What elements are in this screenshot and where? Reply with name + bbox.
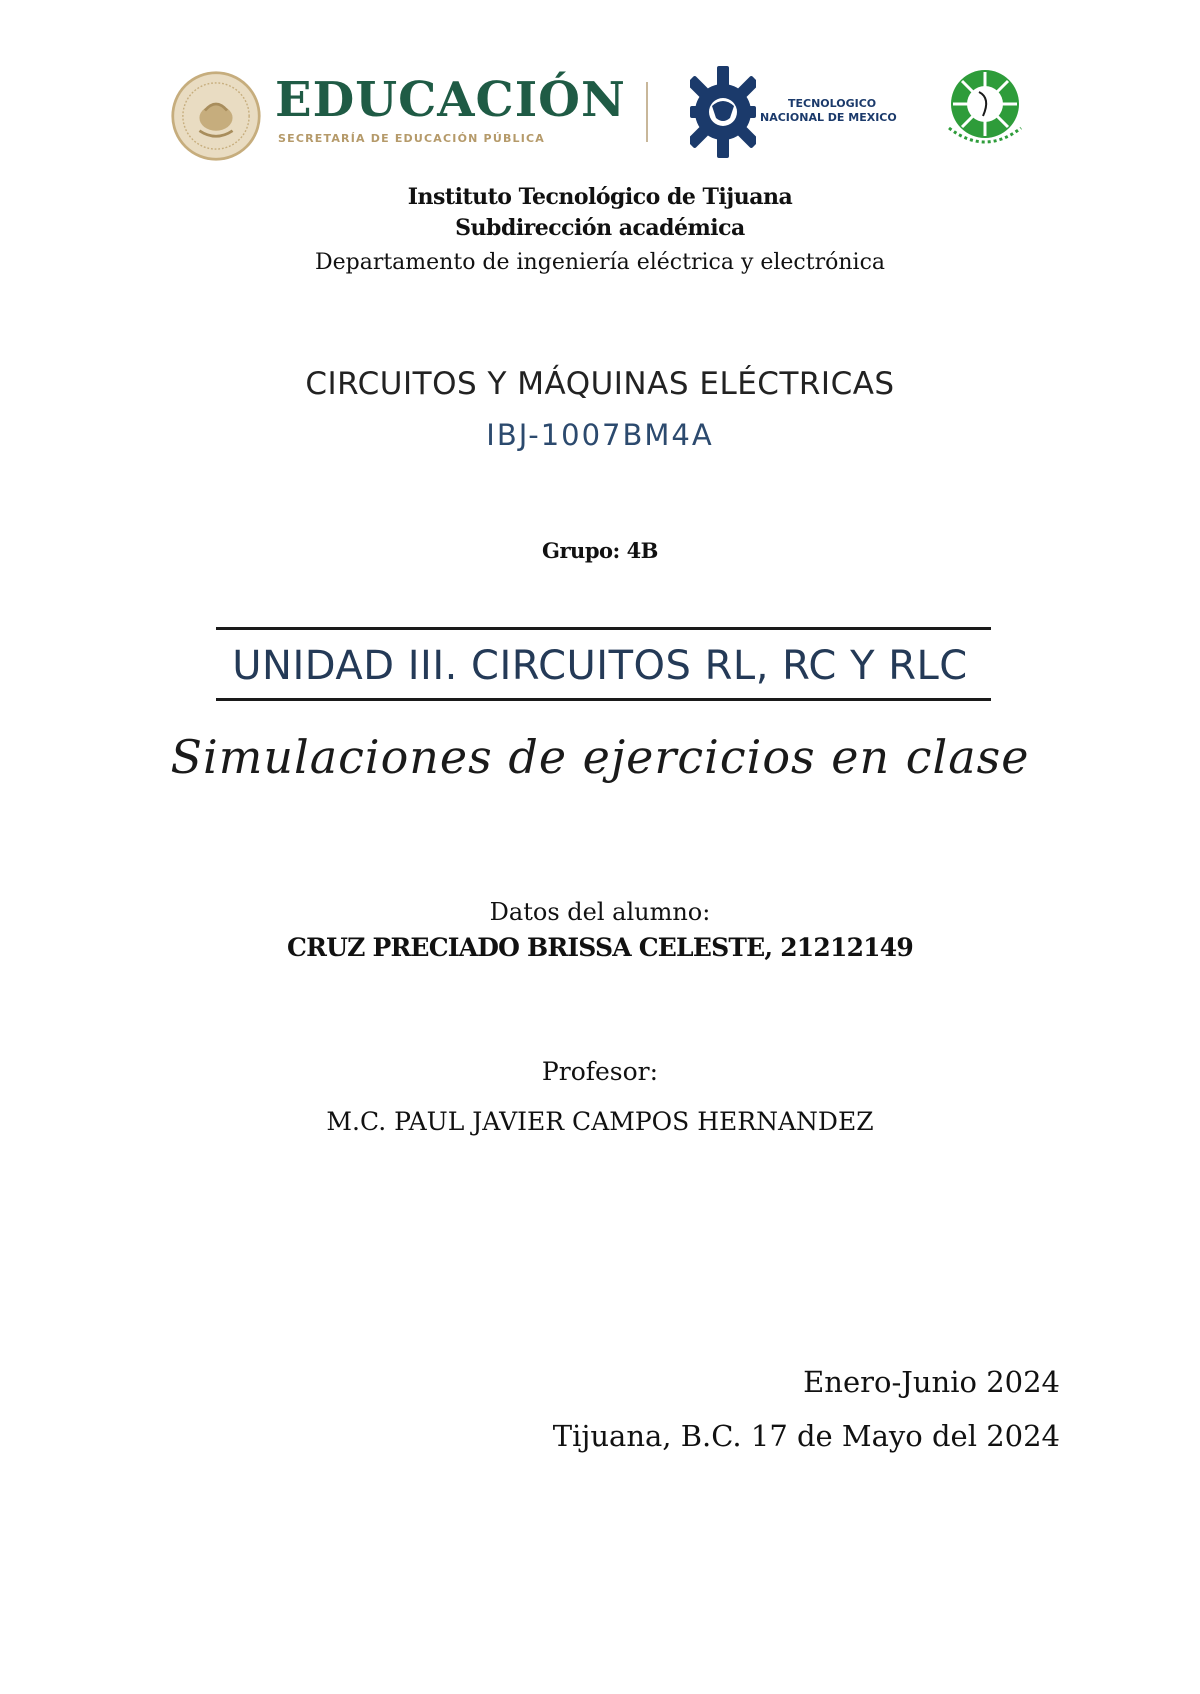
logo-divider	[646, 82, 648, 142]
unit-subtitle: Simulaciones de ejercicios en clase	[170, 730, 1030, 784]
institute-name: Instituto Tecnológico de Tijuana	[407, 184, 793, 210]
course-name: CIRCUITOS Y MÁQUINAS ELÉCTRICAS	[305, 366, 895, 402]
ito-tijuana-seal-icon	[935, 58, 1035, 158]
educacion-wordmark: EDUCACIÓN	[275, 72, 626, 128]
professor-name: M.C. PAUL JAVIER CAMPOS HERNANDEZ	[326, 1107, 874, 1136]
tecnm-line-1: TECNOLOGICO	[788, 97, 877, 110]
department-name: Departamento de ingeniería eléctrica y electrónica	[314, 250, 886, 275]
student-data-label: Datos del alumno:	[489, 898, 711, 926]
sep-subtitle: SECRETARÍA DE EDUCACIÓN PÚBLICA	[278, 132, 546, 145]
tecnm-line-2: NACIONAL DE MEXICO	[760, 111, 897, 124]
subdirection-name: Subdirección académica	[455, 215, 745, 241]
title-rule-top	[216, 627, 991, 630]
student-name: CRUZ PRECIADO BRISSA CELESTE, 21212149	[287, 933, 913, 962]
professor-label: Profesor:	[541, 1057, 659, 1086]
course-code: IBJ-1007BM4A	[486, 418, 714, 452]
mexico-coat-of-arms-seal-icon	[170, 70, 262, 162]
place-and-date: Tijuana, B.C. 17 de Mayo del 2024	[552, 1419, 1060, 1453]
academic-period: Enero-Junio 2024	[803, 1365, 1060, 1399]
title-rule-bottom	[216, 698, 991, 701]
group-label: Grupo: 4B	[542, 538, 658, 563]
unit-title: UNIDAD III. CIRCUITOS RL, RC Y RLC	[232, 643, 968, 689]
tecnm-name-text	[760, 97, 897, 125]
tecnm-gear-logo-icon	[690, 66, 756, 158]
